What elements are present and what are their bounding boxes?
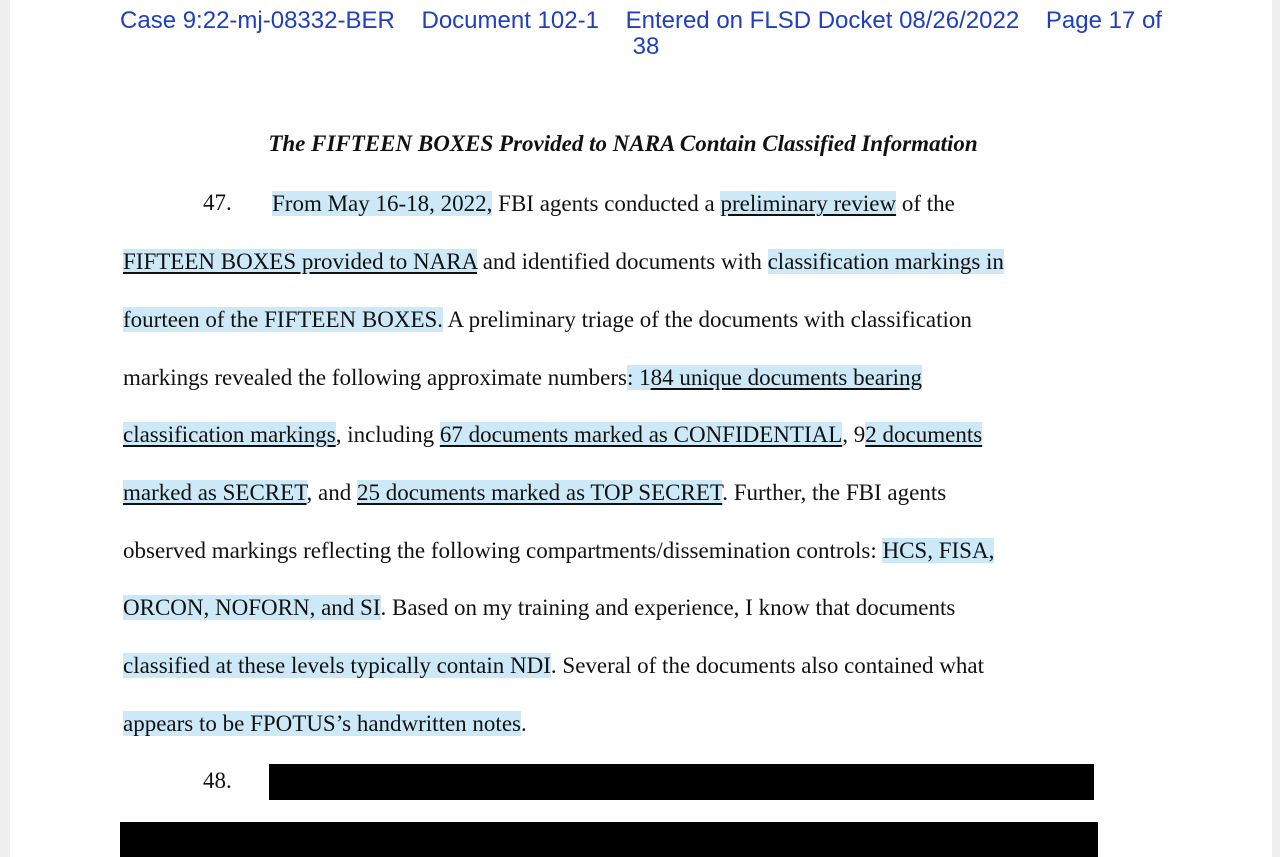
highlighted-text: appears to be FPOTUS’s handwritten notes — [123, 711, 521, 736]
docket-entry: Entered on FLSD Docket 08/26/2022 — [625, 7, 1020, 34]
case-number: Case 9:22-mj-08332-BER — [120, 7, 395, 34]
text-line — [123, 479, 946, 507]
text-line — [123, 537, 994, 565]
redaction-bar — [120, 822, 1098, 857]
text-line — [272, 190, 955, 218]
paragraph-number-48: 48. — [203, 768, 232, 793]
text-line — [123, 710, 527, 738]
redaction-bar — [269, 764, 1094, 800]
highlighted-text: 84 unique documents bearing — [650, 365, 923, 390]
highlighted-text: From May 16-18, 2022, — [272, 191, 493, 216]
text-segment: of the — [896, 191, 955, 216]
highlighted-text: FIFTEEN BOXES provided to NARA — [123, 249, 477, 274]
text-segment: FBI agents conducted a — [492, 191, 721, 216]
text-segment: . Further, the FBI agents — [722, 480, 947, 505]
text-segment: , 9 — [842, 422, 866, 447]
text-line — [123, 306, 972, 334]
text-segment: , and — [306, 480, 358, 505]
text-segment: , including — [335, 422, 440, 447]
highlighted-text: preliminary review — [720, 191, 897, 216]
text-segment: . Several of the documents also contained what — [550, 653, 984, 678]
highlighted-text: : 1 — [626, 365, 651, 390]
docket-header — [10, 8, 1272, 60]
section-heading: The FIFTEEN BOXES Provided to NARA Contain Classified Information — [268, 131, 978, 156]
highlighted-text: classification markings — [123, 422, 336, 447]
document-page — [10, 0, 1272, 857]
highlighted-text: 2 documents — [865, 422, 983, 447]
text-line — [123, 652, 984, 680]
text-line — [123, 364, 922, 392]
highlighted-text: 67 documents marked as CONFIDENTIAL — [439, 422, 843, 447]
text-line — [123, 594, 955, 622]
document-number: Document 102-1 — [421, 7, 599, 34]
highlighted-text: classified at these levels typically contain NDI — [123, 653, 551, 678]
highlighted-text: fourteen of the FIFTEEN BOXES. — [123, 307, 444, 332]
text-segment: observed markings reflecting the following compartments/dissemination controls: — [123, 538, 883, 563]
text-segment: A preliminary triage of the documents with classification — [443, 307, 972, 332]
highlighted-text: 25 documents marked as TOP SECRET — [357, 480, 723, 505]
page-number: Page 17 of — [1045, 7, 1162, 34]
text-line — [123, 421, 982, 449]
highlighted-text: HCS, FISA, — [882, 538, 995, 563]
text-line — [123, 248, 1004, 276]
text-segment: and identified documents with — [476, 249, 768, 274]
paragraph-number-47: 47. — [203, 190, 232, 215]
text-segment: . — [520, 711, 527, 736]
highlighted-text: marked as SECRET — [123, 480, 307, 505]
text-segment: . Based on my training and experience, I know that documents — [380, 595, 956, 620]
highlighted-text: ORCON, NOFORN, and SI — [123, 595, 381, 620]
page-total: 38 — [632, 33, 660, 60]
highlighted-text: classification markings in — [767, 249, 1004, 274]
text-segment: markings revealed the following approximate numbers — [123, 365, 627, 390]
